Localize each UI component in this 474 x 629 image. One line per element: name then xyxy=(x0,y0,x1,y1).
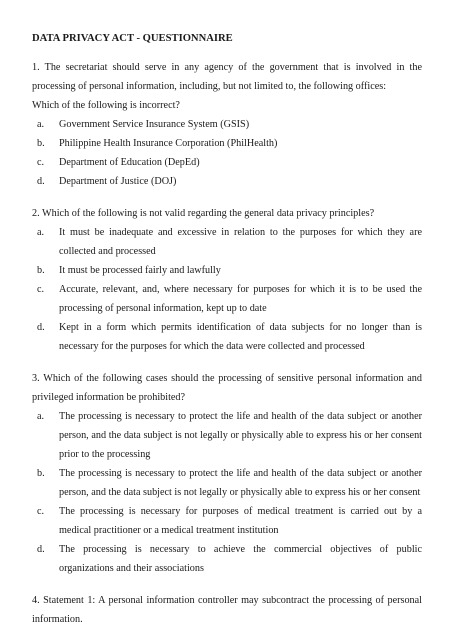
question-4 xyxy=(32,591,422,629)
option-text: Philippine Health Insurance Corporation (PhilHealth) xyxy=(59,138,278,149)
option-text: It must be processed fairly and lawfully xyxy=(59,265,221,276)
option-text: The processing is necessary for purposes of medical treatment is carried out by a medical practitioner or a medical treatment institution xyxy=(59,506,422,536)
question-1-options xyxy=(32,115,422,191)
question-1-option-d xyxy=(32,172,422,191)
question-2-option-a xyxy=(32,223,422,261)
option-letter: d. xyxy=(37,544,45,555)
option-letter: c. xyxy=(37,157,45,168)
question-3-option-d xyxy=(32,540,422,578)
question-4-text: 4. Statement 1: A personal information controller may subcontract the processing of personal information. xyxy=(32,595,422,625)
option-text: The processing is necessary to achieve the commercial objectives of public organizations and their associations xyxy=(59,544,422,574)
option-text: Accurate, relevant, and, where necessary for purposes for which it is to be used the processing of personal information, kept up to date xyxy=(59,284,422,314)
question-2-option-b xyxy=(32,261,422,280)
question-1-option-a xyxy=(32,115,422,134)
question-1-subtext: Which of the following is incorrect? xyxy=(32,100,180,111)
option-letter: b. xyxy=(37,468,45,479)
question-2-options xyxy=(32,223,422,356)
question-2-option-d xyxy=(32,318,422,356)
question-3-text: 3. Which of the following cases should the processing of sensitive personal information and privileged information be prohibited? xyxy=(32,373,422,403)
question-1-option-c xyxy=(32,153,422,172)
question-3-option-c xyxy=(32,502,422,540)
option-letter: a. xyxy=(37,411,45,422)
option-text: The processing is necessary to protect the life and health of the data subject or another person, and the data subject is not legally or physically able to express his or her consent xyxy=(59,468,422,498)
option-letter: a. xyxy=(37,227,45,238)
option-text: The processing is necessary to protect the life and health of the data subject or another person, and the data subject is not legally or physically able to express his or her consent prior to the processing xyxy=(59,411,422,460)
question-2-text: 2. Which of the following is not valid regarding the general data privacy principles? xyxy=(32,208,375,219)
question-3-option-b xyxy=(32,464,422,502)
option-letter: b. xyxy=(37,138,45,149)
option-letter: a. xyxy=(37,119,45,130)
option-letter: b. xyxy=(37,265,45,276)
option-text: Department of Justice (DOJ) xyxy=(59,176,177,187)
question-2 xyxy=(32,204,422,356)
option-text: Government Service Insurance System (GSIS) xyxy=(59,119,250,130)
question-3-option-a xyxy=(32,407,422,464)
question-3-options xyxy=(32,407,422,578)
option-text: It must be inadequate and excessive in relation to the purposes for which they are collected and processed xyxy=(59,227,422,257)
question-2-option-c xyxy=(32,280,422,318)
question-3 xyxy=(32,369,422,578)
option-letter: d. xyxy=(37,176,45,187)
option-text: Kept in a form which permits identification of data subjects for no longer than is necessary for the purposes for which the data were collected and processed xyxy=(59,322,422,352)
option-letter: d. xyxy=(37,322,45,333)
document-title: DATA PRIVACY ACT - QUESTIONNAIRE xyxy=(32,33,233,44)
option-text: Department of Education (DepEd) xyxy=(59,157,200,168)
question-1-option-b xyxy=(32,134,422,153)
option-letter: c. xyxy=(37,284,45,295)
option-letter: c. xyxy=(37,506,45,517)
question-1 xyxy=(32,58,422,191)
question-1-text: 1. The secretariat should serve in any agency of the government that is involved in the processing of personal information, including, but not limited to, the following offices: xyxy=(32,62,422,92)
